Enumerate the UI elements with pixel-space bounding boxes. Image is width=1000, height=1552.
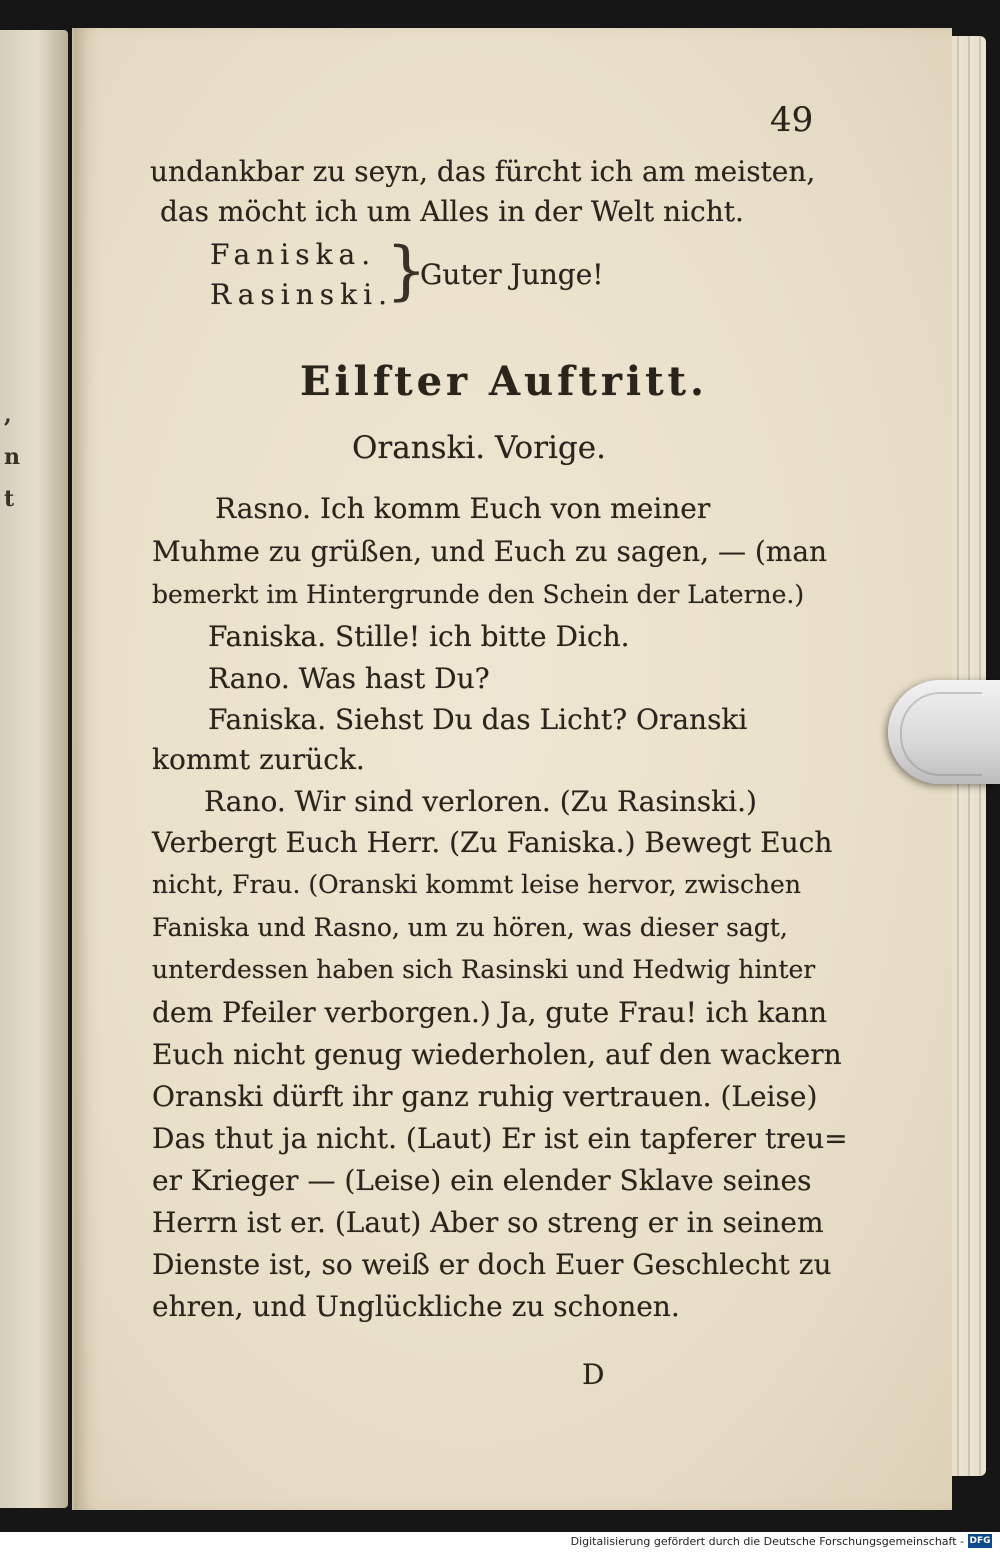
page-number: 49 [770, 100, 814, 140]
scene-heading: Eilfter Auftritt. [300, 358, 708, 405]
text-line: Faniska. Siehst Du das Licht? Oranski [208, 703, 748, 736]
page-marker-tab [888, 680, 1000, 784]
text-line: dem Pfeiler verborgen.) Ja, gute Frau! ich kann [152, 996, 828, 1029]
speaker-name: Faniska. [210, 238, 377, 271]
dfg-logo: DFG [969, 1536, 991, 1546]
text-line: unterdessen haben sich Rasinski und Hedwig hinter [152, 955, 816, 984]
text-line: Rano. Was hast Du? [208, 662, 490, 695]
text-line: Oranski dürft ihr ganz ruhig vertrauen. (Leise) [152, 1080, 818, 1113]
text-line: er Krieger — (Leise) ein elender Sklave seines [152, 1164, 812, 1197]
text-line: Rasno. Ich komm Euch von meiner [215, 492, 711, 525]
text-line: nicht, Frau. (Oranski kommt leise hervor, zwischen [152, 870, 801, 899]
left-page-fragments [0, 30, 68, 1508]
left-fragment: t [4, 486, 15, 512]
text-line: undankbar zu seyn, das fürcht ich am meisten, [150, 155, 816, 188]
text-line: das möcht ich um Alles in der Welt nicht. [160, 195, 744, 228]
text-line: Verbergt Euch Herr. (Zu Faniska.) Bewegt Euch [152, 826, 833, 859]
left-page-edge [0, 30, 68, 1508]
scene-cast: Oranski. Vorige. [352, 430, 606, 466]
digitization-credit: Digitalisierung gefördert durch die Deutsche Forschungsgemeinschaft - [570, 1535, 964, 1548]
text-line: Dienste ist, so weiß er doch Euer Geschlecht zu [152, 1248, 832, 1281]
text-line: Muhme zu grüßen, und Euch zu sagen, — (man [152, 535, 828, 568]
text-line: Das thut ja nicht. (Laut) Er ist ein tapferer treu= [152, 1122, 848, 1155]
text-line: Herrn ist er. (Laut) Aber so streng er in seinem [152, 1206, 824, 1239]
speaker-name: Rasinski. [210, 278, 393, 311]
text-line: Euch nicht genug wiederholen, auf den wackern [152, 1038, 842, 1071]
left-fragment: , [4, 402, 12, 428]
brace-mark: } [386, 234, 427, 308]
text-line: Faniska und Rasno, um zu hören, was dieser sagt, [152, 913, 788, 942]
text-line: kommt zurück. [152, 743, 365, 776]
text-line: ehren, und Unglückliche zu schonen. [152, 1290, 680, 1323]
text-line: Rano. Wir sind verloren. (Zu Rasinski.) [204, 785, 757, 818]
left-fragment: n [4, 444, 20, 470]
text-line: Faniska. Stille! ich bitte Dich. [208, 620, 630, 653]
text-line: bemerkt im Hintergrunde den Schein der Laterne.) [152, 580, 805, 609]
signature-mark: D [582, 1358, 605, 1391]
shared-line: Guter Junge! [420, 258, 604, 291]
